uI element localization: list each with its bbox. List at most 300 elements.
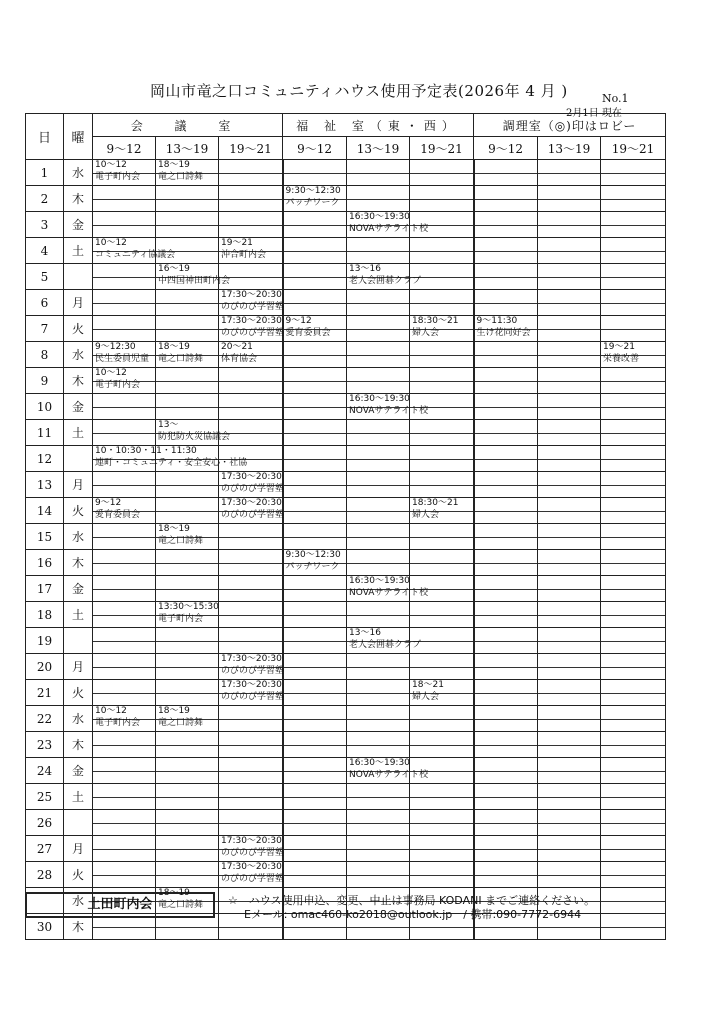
schedule-cell[interactable] bbox=[474, 160, 538, 186]
schedule-cell[interactable] bbox=[474, 472, 538, 498]
schedule-cell[interactable] bbox=[347, 602, 410, 628]
schedule-cell[interactable] bbox=[601, 914, 666, 940]
schedule-cell[interactable] bbox=[601, 342, 666, 368]
schedule-cell[interactable] bbox=[347, 550, 410, 576]
schedule-cell[interactable] bbox=[474, 186, 538, 212]
schedule-cell[interactable] bbox=[219, 706, 283, 732]
schedule-cell[interactable] bbox=[347, 342, 410, 368]
schedule-cell[interactable] bbox=[538, 524, 601, 550]
half-divider bbox=[219, 797, 282, 798]
schedule-cell[interactable] bbox=[156, 628, 219, 654]
booking-entry[interactable] bbox=[349, 576, 428, 599]
schedule-cell[interactable] bbox=[474, 342, 538, 368]
schedule-cell[interactable] bbox=[283, 810, 347, 836]
schedule-cell[interactable] bbox=[219, 628, 283, 654]
schedule-cell[interactable] bbox=[219, 394, 283, 420]
schedule-cell[interactable] bbox=[93, 524, 156, 550]
schedule-cell[interactable] bbox=[156, 420, 231, 446]
booking-entry[interactable] bbox=[221, 316, 284, 339]
schedule-cell[interactable] bbox=[601, 602, 666, 628]
half-divider bbox=[156, 485, 218, 486]
schedule-cell[interactable] bbox=[283, 160, 347, 186]
booking-entry[interactable] bbox=[412, 680, 444, 703]
schedule-cell[interactable] bbox=[219, 524, 283, 550]
schedule-cell[interactable] bbox=[156, 186, 219, 212]
booking-entry[interactable] bbox=[158, 602, 219, 625]
schedule-cell[interactable] bbox=[156, 524, 219, 550]
schedule-cell[interactable] bbox=[156, 212, 219, 238]
schedule-cell[interactable] bbox=[283, 238, 347, 264]
schedule-cell[interactable] bbox=[538, 550, 601, 576]
booking-entry[interactable] bbox=[158, 264, 230, 287]
schedule-cell[interactable] bbox=[283, 446, 347, 472]
booking-entry[interactable] bbox=[221, 238, 266, 261]
booking-entry[interactable] bbox=[95, 498, 140, 521]
schedule-cell[interactable] bbox=[156, 264, 231, 290]
schedule-cell[interactable] bbox=[283, 680, 347, 706]
schedule-cell[interactable] bbox=[474, 420, 538, 446]
schedule-cell[interactable] bbox=[93, 680, 156, 706]
schedule-cell[interactable] bbox=[601, 186, 666, 212]
schedule-cell[interactable] bbox=[474, 758, 538, 784]
schedule-cell[interactable] bbox=[538, 654, 601, 680]
schedule-cell[interactable] bbox=[93, 264, 156, 290]
booking-group: 婦人会 bbox=[412, 327, 440, 338]
schedule-cell[interactable] bbox=[347, 628, 422, 654]
schedule-cell[interactable] bbox=[283, 732, 347, 758]
schedule-cell[interactable] bbox=[283, 524, 347, 550]
schedule-cell[interactable] bbox=[283, 498, 347, 524]
schedule-cell[interactable] bbox=[347, 316, 410, 342]
schedule-cell[interactable] bbox=[538, 472, 601, 498]
schedule-cell[interactable] bbox=[347, 732, 410, 758]
schedule-cell[interactable] bbox=[219, 472, 283, 498]
schedule-cell[interactable] bbox=[219, 732, 283, 758]
schedule-cell[interactable] bbox=[538, 316, 601, 342]
schedule-cell[interactable] bbox=[410, 472, 474, 498]
schedule-cell[interactable] bbox=[219, 576, 283, 602]
schedule-cell[interactable] bbox=[93, 498, 156, 524]
schedule-cell[interactable] bbox=[347, 706, 410, 732]
booking-entry[interactable] bbox=[349, 264, 421, 287]
schedule-cell[interactable] bbox=[474, 732, 538, 758]
schedule-cell[interactable] bbox=[156, 368, 219, 394]
schedule-cell[interactable] bbox=[93, 576, 156, 602]
booking-entry[interactable] bbox=[286, 316, 331, 339]
schedule-cell[interactable] bbox=[347, 212, 429, 238]
schedule-cell[interactable] bbox=[347, 810, 410, 836]
schedule-cell[interactable] bbox=[474, 368, 538, 394]
schedule-cell[interactable] bbox=[93, 732, 156, 758]
schedule-cell[interactable] bbox=[474, 316, 538, 342]
schedule-cell[interactable] bbox=[347, 446, 410, 472]
schedule-cell[interactable] bbox=[410, 160, 474, 186]
schedule-cell[interactable] bbox=[347, 654, 410, 680]
schedule-cell[interactable] bbox=[474, 628, 538, 654]
booking-entry[interactable] bbox=[158, 706, 203, 729]
schedule-cell[interactable] bbox=[601, 758, 666, 784]
schedule-cell[interactable] bbox=[347, 784, 410, 810]
schedule-cell[interactable] bbox=[347, 394, 429, 420]
schedule-cell[interactable] bbox=[601, 316, 666, 342]
schedule-cell[interactable] bbox=[156, 602, 219, 628]
schedule-cell[interactable] bbox=[601, 446, 666, 472]
schedule-cell[interactable] bbox=[474, 446, 538, 472]
schedule-cell[interactable] bbox=[156, 472, 219, 498]
schedule-cell[interactable] bbox=[601, 888, 666, 914]
booking-entry[interactable] bbox=[603, 342, 639, 365]
booking-entry[interactable] bbox=[221, 680, 284, 703]
schedule-cell[interactable] bbox=[601, 160, 666, 186]
schedule-cell[interactable] bbox=[347, 576, 429, 602]
schedule-cell[interactable] bbox=[93, 394, 156, 420]
schedule-cell[interactable] bbox=[283, 472, 347, 498]
schedule-cell[interactable] bbox=[601, 654, 666, 680]
schedule-cell[interactable] bbox=[219, 290, 283, 316]
schedule-cell[interactable] bbox=[474, 238, 538, 264]
schedule-cell[interactable] bbox=[347, 862, 410, 888]
booking-entry[interactable] bbox=[221, 654, 284, 677]
schedule-cell[interactable] bbox=[93, 758, 156, 784]
schedule-cell[interactable] bbox=[283, 836, 347, 862]
schedule-cell[interactable] bbox=[283, 290, 347, 316]
booking-entry[interactable] bbox=[349, 212, 428, 235]
schedule-cell[interactable] bbox=[538, 238, 601, 264]
schedule-cell[interactable] bbox=[601, 732, 666, 758]
booking-entry[interactable] bbox=[158, 160, 203, 183]
schedule-cell[interactable] bbox=[410, 706, 474, 732]
schedule-cell[interactable] bbox=[156, 732, 219, 758]
schedule-cell[interactable] bbox=[538, 498, 601, 524]
schedule-cell[interactable] bbox=[156, 706, 219, 732]
schedule-cell[interactable] bbox=[283, 212, 347, 238]
schedule-cell[interactable] bbox=[601, 238, 666, 264]
schedule-cell[interactable] bbox=[93, 238, 176, 264]
schedule-cell[interactable] bbox=[601, 628, 666, 654]
schedule-cell[interactable] bbox=[347, 836, 410, 862]
schedule-cell[interactable] bbox=[219, 784, 283, 810]
booking-entry[interactable] bbox=[158, 888, 203, 911]
schedule-cell[interactable] bbox=[474, 810, 538, 836]
schedule-cell[interactable] bbox=[283, 550, 347, 576]
schedule-cell[interactable] bbox=[283, 420, 347, 446]
schedule-cell[interactable] bbox=[601, 498, 666, 524]
booking-entry[interactable] bbox=[349, 394, 428, 417]
schedule-cell[interactable] bbox=[156, 784, 219, 810]
schedule-cell[interactable] bbox=[347, 290, 410, 316]
schedule-cell[interactable] bbox=[219, 654, 283, 680]
schedule-cell[interactable] bbox=[538, 576, 601, 602]
booking-entry[interactable] bbox=[158, 524, 203, 547]
schedule-cell[interactable] bbox=[156, 758, 219, 784]
half-divider bbox=[219, 199, 282, 200]
schedule-cell[interactable] bbox=[538, 420, 601, 446]
schedule-cell[interactable] bbox=[474, 602, 538, 628]
schedule-cell[interactable] bbox=[93, 368, 156, 394]
schedule-cell[interactable] bbox=[474, 498, 538, 524]
schedule-cell[interactable] bbox=[538, 732, 601, 758]
schedule-cell[interactable] bbox=[283, 602, 347, 628]
schedule-cell[interactable] bbox=[93, 446, 248, 472]
booking-entry[interactable] bbox=[221, 862, 284, 885]
schedule-cell[interactable] bbox=[410, 784, 474, 810]
schedule-cell[interactable] bbox=[410, 836, 474, 862]
schedule-cell[interactable] bbox=[156, 862, 219, 888]
schedule-cell[interactable] bbox=[410, 498, 474, 524]
schedule-cell[interactable] bbox=[283, 654, 347, 680]
half-divider bbox=[538, 797, 600, 798]
schedule-cell[interactable] bbox=[156, 836, 219, 862]
schedule-cell[interactable] bbox=[93, 212, 156, 238]
schedule-cell[interactable] bbox=[93, 472, 156, 498]
schedule-cell[interactable] bbox=[474, 394, 538, 420]
schedule-cell[interactable] bbox=[283, 628, 347, 654]
schedule-cell[interactable] bbox=[219, 316, 283, 342]
schedule-cell[interactable] bbox=[283, 394, 347, 420]
booking-entry[interactable] bbox=[95, 342, 149, 365]
schedule-cell[interactable] bbox=[538, 368, 601, 394]
schedule-cell[interactable] bbox=[538, 290, 601, 316]
schedule-cell[interactable] bbox=[474, 290, 538, 316]
schedule-cell[interactable] bbox=[347, 160, 410, 186]
schedule-cell[interactable] bbox=[156, 160, 219, 186]
booking-entry[interactable] bbox=[412, 316, 458, 339]
schedule-cell[interactable] bbox=[283, 316, 347, 342]
schedule-cell[interactable] bbox=[219, 498, 283, 524]
schedule-cell[interactable] bbox=[601, 576, 666, 602]
schedule-cell[interactable] bbox=[156, 550, 219, 576]
schedule-cell[interactable] bbox=[601, 680, 666, 706]
schedule-cell[interactable] bbox=[601, 836, 666, 862]
schedule-cell[interactable] bbox=[538, 862, 601, 888]
schedule-cell[interactable] bbox=[283, 706, 347, 732]
schedule-cell[interactable] bbox=[347, 758, 429, 784]
schedule-cell[interactable] bbox=[474, 524, 538, 550]
schedule-cell[interactable] bbox=[538, 212, 601, 238]
schedule-cell[interactable] bbox=[538, 784, 601, 810]
schedule-cell[interactable] bbox=[474, 576, 538, 602]
booking-entry[interactable] bbox=[95, 368, 140, 391]
schedule-cell[interactable] bbox=[283, 784, 347, 810]
schedule-cell[interactable] bbox=[219, 862, 283, 888]
schedule-cell[interactable] bbox=[93, 290, 156, 316]
schedule-cell[interactable] bbox=[219, 238, 283, 264]
schedule-cell[interactable] bbox=[410, 810, 474, 836]
weekday-cell bbox=[64, 446, 93, 472]
schedule-cell[interactable] bbox=[538, 602, 601, 628]
schedule-cell[interactable] bbox=[474, 550, 538, 576]
schedule-cell[interactable] bbox=[156, 576, 219, 602]
schedule-cell[interactable] bbox=[156, 810, 219, 836]
schedule-cell[interactable] bbox=[410, 732, 474, 758]
schedule-cell[interactable] bbox=[156, 394, 219, 420]
booking-entry[interactable] bbox=[221, 290, 284, 313]
schedule-cell[interactable] bbox=[156, 654, 219, 680]
schedule-cell[interactable] bbox=[538, 706, 601, 732]
schedule-cell[interactable] bbox=[601, 420, 666, 446]
schedule-cell[interactable] bbox=[93, 706, 156, 732]
schedule-cell[interactable] bbox=[410, 446, 474, 472]
schedule-cell[interactable] bbox=[538, 758, 601, 784]
half-divider bbox=[284, 641, 347, 642]
schedule-cell[interactable] bbox=[93, 316, 156, 342]
booking-entry[interactable] bbox=[158, 342, 203, 365]
booking-entry[interactable] bbox=[95, 238, 175, 261]
schedule-cell[interactable] bbox=[219, 342, 283, 368]
schedule-cell[interactable] bbox=[93, 602, 156, 628]
schedule-cell[interactable] bbox=[601, 212, 666, 238]
schedule-cell[interactable] bbox=[410, 602, 474, 628]
schedule-cell[interactable] bbox=[93, 628, 156, 654]
schedule-cell[interactable] bbox=[410, 654, 474, 680]
schedule-cell[interactable] bbox=[538, 810, 601, 836]
booking-entry[interactable] bbox=[95, 446, 247, 469]
booking-entry[interactable] bbox=[477, 316, 531, 339]
schedule-cell[interactable] bbox=[283, 862, 347, 888]
booking-entry[interactable] bbox=[349, 758, 428, 781]
schedule-cell[interactable] bbox=[156, 498, 219, 524]
schedule-cell[interactable] bbox=[410, 420, 474, 446]
schedule-cell[interactable] bbox=[410, 524, 474, 550]
schedule-cell[interactable] bbox=[410, 238, 474, 264]
schedule-cell[interactable] bbox=[156, 342, 219, 368]
schedule-cell[interactable] bbox=[538, 446, 601, 472]
half-divider bbox=[475, 381, 538, 382]
schedule-cell[interactable] bbox=[601, 472, 666, 498]
schedule-cell[interactable] bbox=[283, 758, 347, 784]
schedule-cell[interactable] bbox=[410, 680, 474, 706]
booking-entry[interactable] bbox=[349, 628, 421, 651]
schedule-cell[interactable] bbox=[538, 628, 601, 654]
schedule-cell[interactable] bbox=[601, 394, 666, 420]
schedule-cell[interactable] bbox=[601, 524, 666, 550]
schedule-cell[interactable] bbox=[219, 810, 283, 836]
schedule-cell[interactable] bbox=[538, 394, 601, 420]
booking-group: 中四国神田町内会 bbox=[158, 275, 231, 286]
schedule-cell[interactable] bbox=[93, 186, 156, 212]
schedule-cell[interactable] bbox=[219, 758, 283, 784]
schedule-cell[interactable] bbox=[410, 186, 474, 212]
booking-entry[interactable] bbox=[95, 160, 140, 183]
half-divider bbox=[475, 433, 538, 434]
schedule-cell[interactable] bbox=[601, 862, 666, 888]
schedule-cell[interactable] bbox=[93, 654, 156, 680]
schedule-cell[interactable] bbox=[283, 186, 347, 212]
schedule-cell[interactable] bbox=[93, 784, 156, 810]
schedule-cell[interactable] bbox=[156, 316, 219, 342]
schedule-cell[interactable] bbox=[219, 836, 283, 862]
schedule-cell[interactable] bbox=[538, 186, 601, 212]
slot-header: 9～12 bbox=[93, 137, 156, 160]
schedule-cell[interactable] bbox=[601, 784, 666, 810]
schedule-cell[interactable] bbox=[347, 238, 410, 264]
schedule-cell[interactable] bbox=[156, 680, 219, 706]
schedule-cell[interactable] bbox=[93, 810, 156, 836]
schedule-cell[interactable] bbox=[93, 550, 156, 576]
schedule-cell[interactable] bbox=[601, 550, 666, 576]
schedule-cell[interactable] bbox=[93, 160, 156, 186]
half-divider bbox=[93, 589, 155, 590]
half-divider bbox=[410, 173, 473, 174]
schedule-cell[interactable] bbox=[93, 862, 156, 888]
schedule-cell[interactable] bbox=[93, 420, 156, 446]
booking-entry[interactable] bbox=[221, 472, 284, 495]
schedule-cell[interactable] bbox=[219, 602, 283, 628]
booking-entry[interactable] bbox=[286, 186, 341, 209]
schedule-cell[interactable] bbox=[283, 576, 347, 602]
schedule-cell[interactable] bbox=[474, 264, 538, 290]
schedule-cell[interactable] bbox=[219, 680, 283, 706]
half-divider bbox=[475, 407, 538, 408]
booking-entry[interactable] bbox=[286, 550, 341, 573]
schedule-cell[interactable] bbox=[474, 680, 538, 706]
schedule-cell[interactable] bbox=[347, 186, 410, 212]
booking-entry[interactable] bbox=[95, 706, 140, 729]
schedule-cell[interactable] bbox=[410, 862, 474, 888]
schedule-cell[interactable] bbox=[538, 160, 601, 186]
schedule-cell[interactable] bbox=[410, 342, 474, 368]
schedule-cell[interactable] bbox=[347, 264, 422, 290]
weekday-cell: 木 bbox=[64, 732, 93, 758]
schedule-cell[interactable] bbox=[538, 342, 601, 368]
booking-entry[interactable] bbox=[221, 498, 284, 521]
schedule-cell[interactable] bbox=[93, 836, 156, 862]
schedule-cell[interactable] bbox=[347, 420, 410, 446]
schedule-cell[interactable] bbox=[410, 316, 474, 342]
schedule-cell[interactable] bbox=[219, 212, 283, 238]
schedule-cell[interactable] bbox=[283, 368, 347, 394]
schedule-cell[interactable] bbox=[410, 290, 474, 316]
half-divider bbox=[284, 615, 347, 616]
booking-entry[interactable] bbox=[412, 498, 458, 521]
schedule-cell[interactable] bbox=[474, 212, 538, 238]
half-divider bbox=[601, 459, 665, 460]
schedule-cell[interactable] bbox=[347, 472, 410, 498]
schedule-cell[interactable] bbox=[601, 290, 666, 316]
schedule-cell[interactable] bbox=[538, 264, 601, 290]
schedule-cell[interactable] bbox=[601, 810, 666, 836]
schedule-cell[interactable] bbox=[283, 342, 347, 368]
schedule-cell[interactable] bbox=[601, 706, 666, 732]
schedule-cell[interactable] bbox=[347, 498, 410, 524]
schedule-cell[interactable] bbox=[601, 368, 666, 394]
schedule-cell[interactable] bbox=[156, 290, 219, 316]
schedule-cell[interactable] bbox=[474, 654, 538, 680]
schedule-cell[interactable] bbox=[474, 784, 538, 810]
schedule-cell[interactable] bbox=[219, 550, 283, 576]
schedule-cell[interactable] bbox=[347, 680, 410, 706]
booking-entry[interactable] bbox=[158, 420, 230, 443]
booking-entry[interactable] bbox=[221, 836, 284, 859]
schedule-cell[interactable] bbox=[410, 368, 474, 394]
schedule-cell[interactable] bbox=[283, 264, 347, 290]
schedule-cell[interactable] bbox=[347, 368, 410, 394]
schedule-cell[interactable] bbox=[219, 186, 283, 212]
schedule-cell[interactable] bbox=[601, 264, 666, 290]
schedule-cell[interactable] bbox=[219, 368, 283, 394]
schedule-cell[interactable] bbox=[219, 160, 283, 186]
schedule-cell[interactable] bbox=[347, 524, 410, 550]
schedule-cell[interactable] bbox=[538, 680, 601, 706]
day-cell: 21 bbox=[26, 680, 64, 706]
schedule-cell[interactable] bbox=[474, 862, 538, 888]
schedule-cell[interactable] bbox=[474, 836, 538, 862]
booking-entry[interactable] bbox=[221, 342, 257, 365]
schedule-cell[interactable] bbox=[410, 550, 474, 576]
schedule-cell[interactable] bbox=[538, 836, 601, 862]
schedule-cell[interactable] bbox=[93, 342, 156, 368]
schedule-cell[interactable] bbox=[474, 706, 538, 732]
